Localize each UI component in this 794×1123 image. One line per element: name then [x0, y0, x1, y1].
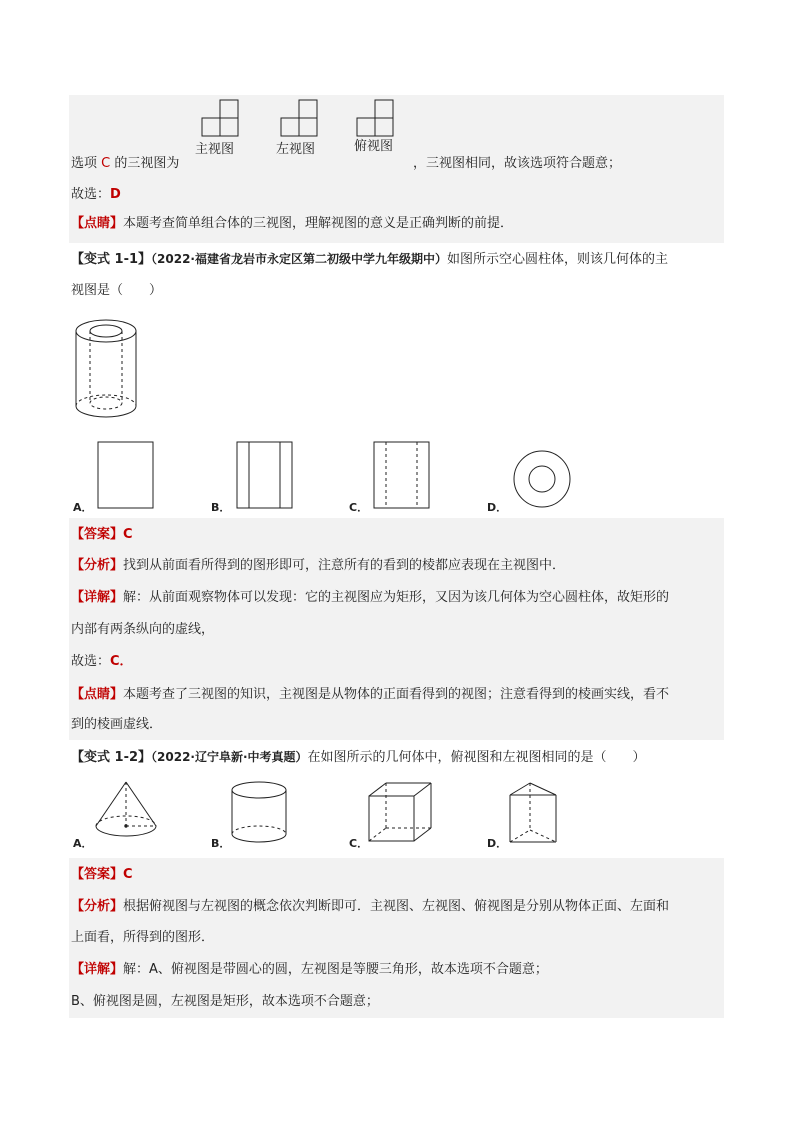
- answer11-comment: [71, 686, 669, 704]
- variant12-line: [71, 748, 646, 767]
- option-c-line: [71, 155, 179, 173]
- answer12-analysis-tag: 【分析】: [71, 899, 124, 914]
- variant12-option-c: C．: [349, 837, 369, 850]
- option-c-rectangle-dashed-lines: [372, 440, 432, 510]
- answer12-answer-value: C: [123, 867, 133, 882]
- answer11-detail-line1: 解：从前面观察物体可以发现：它的主视图应为矩形，又因为该几何体为空心圆柱体，故矩形的: [123, 590, 670, 605]
- answer12-answer-tag: 【答案】: [71, 867, 124, 882]
- cone-figure: [92, 780, 164, 842]
- triangular-prism-figure: [506, 780, 562, 846]
- answer1-line: [71, 186, 121, 204]
- answer12-detail-tag: 【详解】: [71, 962, 124, 977]
- comment1-tag: 【点睛】: [71, 216, 124, 231]
- answer11-comment-line1: 本题考查了三视图的知识，主视图是从物体的正面看得到的视图；注意看得到的棱画实线，看不: [123, 687, 670, 702]
- answer1-prefix: 故选：: [71, 187, 111, 202]
- option-c-suffix: ，三视图相同，故该选项符合题意；: [413, 156, 622, 171]
- hollow-cylinder-figure: [72, 318, 144, 426]
- answer12-detail-line1: 解：A、俯视图是带圆心的圆，左视图是等腰三角形，故本选项不合题意；: [123, 962, 548, 977]
- variant11-option-c: C．: [349, 501, 369, 514]
- cube-figure: [366, 780, 436, 846]
- answer12-detail: [71, 961, 548, 979]
- variant12-option-d: D．: [487, 837, 508, 850]
- answer12-answer: [71, 866, 133, 884]
- answer11-analysis-text: 找到从前面看所得到的图形即可，注意所有的看到的棱都应表现在主视图中．: [123, 558, 566, 573]
- variant12-option-b: B．: [211, 837, 231, 850]
- view-label-top: 俯视图: [354, 139, 394, 154]
- variant11-tag: 【变式 1-1】: [71, 252, 152, 267]
- cylinder-figure: [228, 780, 292, 846]
- variant11-option-a: A．: [73, 501, 93, 514]
- answer12-analysis-line2: 上面看，所得到的图形．: [71, 930, 215, 945]
- answer11-choose-prefix: 故选：: [71, 654, 111, 669]
- variant12-tag: 【变式 1-2】: [71, 750, 152, 765]
- variant12-option-a: A．: [73, 837, 93, 850]
- answer11-answer: [71, 526, 133, 544]
- answer11-choose: [71, 653, 133, 671]
- option-c-prefix: 选项: [71, 156, 98, 171]
- answer12-analysis: [71, 898, 669, 916]
- answer12-analysis-line1: 根据俯视图与左视图的概念依次判断即可．主视图、左视图、俯视图是分别从物体正面、左面和: [123, 899, 670, 914]
- answer11-answer-value: C: [123, 527, 133, 542]
- view-label-left: 左视图: [276, 142, 316, 157]
- answer11-detail: [71, 589, 669, 607]
- answer11-answer-tag: 【答案】: [71, 527, 124, 542]
- view-label-front: 主视图: [195, 142, 235, 157]
- option-a-rectangle: [96, 440, 156, 510]
- answer12-detail-line2: B、俯视图是圆，左视图是矩形，故本选项不合题意；: [71, 994, 379, 1009]
- variant11-option-b: B．: [211, 501, 231, 514]
- variant11-source: （2022·福建省龙岩市永定区第二初级中学九年级期中）: [151, 252, 447, 266]
- answer1-value: D: [110, 187, 121, 202]
- answer11-choose-value: C．: [110, 654, 133, 669]
- variant11-line2: 视图是（ ）: [71, 283, 163, 298]
- answer11-detail-tag: 【详解】: [71, 590, 124, 605]
- option-b-rectangle-solid-lines: [235, 440, 295, 510]
- variant12-source: （2022·辽宁阜新·中考真题）: [151, 750, 308, 764]
- variant12-question: 在如图所示的几何体中，俯视图和左视图相同的是（ ）: [307, 750, 646, 765]
- comment1-text: 本题考查简单组合体的三视图，理解视图的意义是正确判断的前提．: [123, 216, 514, 231]
- option-c-middle: 的三视图为: [114, 156, 180, 171]
- variant11-question: 如图所示空心圆柱体，则该几何体的主: [446, 252, 668, 267]
- answer11-comment-line2: 到的棱画虚线．: [71, 717, 163, 732]
- variant11-line1: [71, 250, 668, 269]
- option-d-ring: [510, 446, 576, 512]
- variant11-option-d: D．: [487, 501, 508, 514]
- option-c-letter: C: [101, 156, 111, 171]
- answer11-comment-tag: 【点睛】: [71, 687, 124, 702]
- answer11-analysis-tag: 【分析】: [71, 558, 124, 573]
- comment1-line: [71, 215, 513, 233]
- answer11-analysis: [71, 557, 565, 575]
- answer11-detail-line2: 内部有两条纵向的虚线，: [71, 622, 215, 637]
